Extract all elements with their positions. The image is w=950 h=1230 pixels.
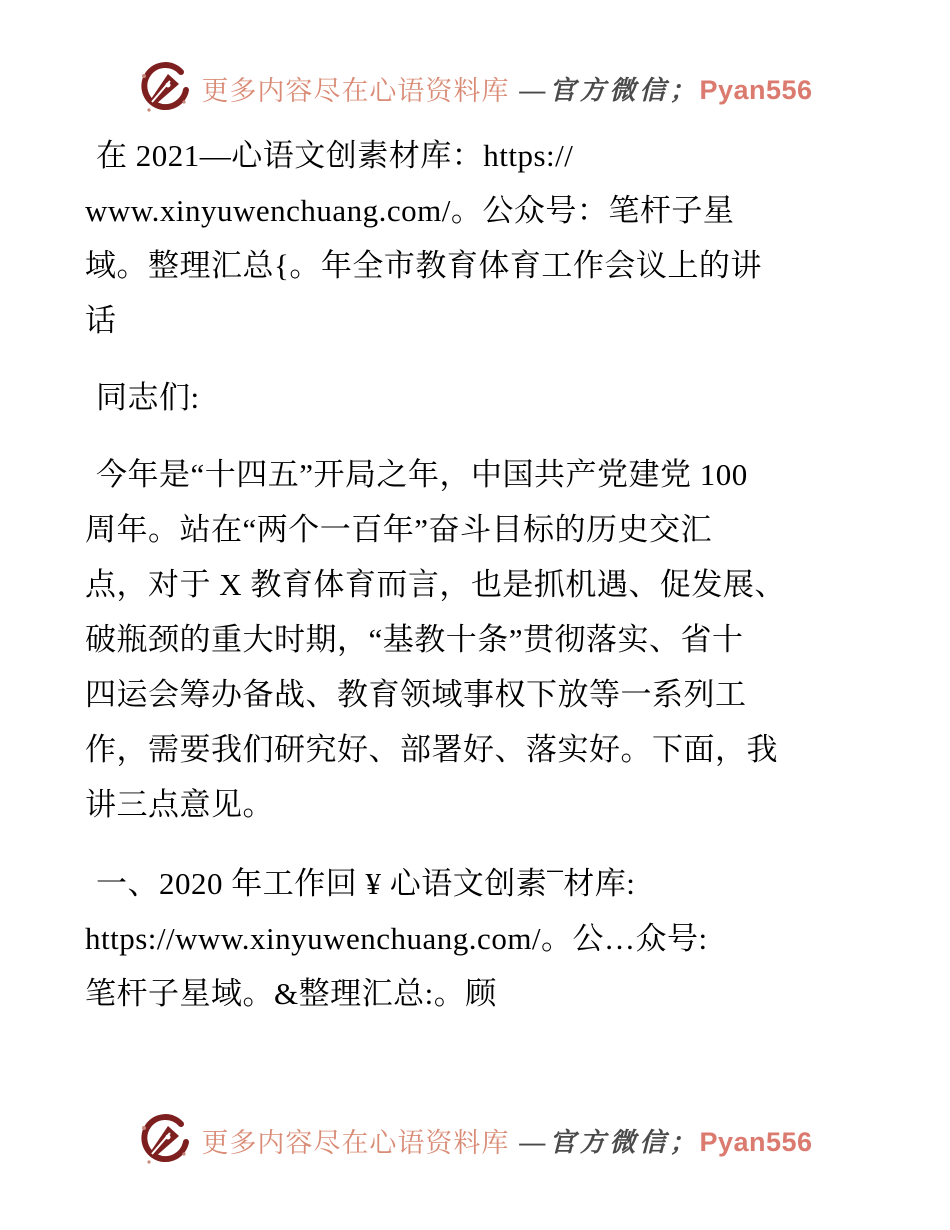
text-line: www.xinyuwenchuang.com/。公众号：笔杆子星	[85, 193, 735, 228]
header-watermark	[0, 60, 950, 116]
text-line: 讲三点意见。	[85, 787, 274, 822]
text-line: 一、2020 年工作回 ¥ 心语文创素¯材库:	[96, 866, 636, 901]
paragraph-intro	[85, 128, 865, 348]
paragraph-body	[85, 447, 865, 832]
text-line: 周年。站在“两个一百年”奋斗目标的历史交汇	[85, 512, 713, 547]
watermark-channel-label	[519, 70, 812, 107]
text-line: https://www.xinyuwenchuang.com/。公…众号:	[85, 921, 708, 956]
watermark-brand-text: 更多内容尽在心语资料库	[201, 1127, 510, 1158]
document-body	[85, 128, 865, 1043]
text-line: 作，需要我们研究好、部署好、落实好。下面，我	[85, 732, 778, 767]
text-line: 笔杆子星域。&整理汇总:。顾	[85, 976, 497, 1011]
watermark-wechat-id: Pyan556	[699, 74, 813, 105]
text-line: 同志们:	[96, 380, 200, 415]
pen-circle-logo-icon	[137, 60, 191, 116]
text-line: 破瓶颈的重大时期，“基教十条”贯彻落实、省十	[85, 622, 744, 657]
text-line: 域。整理汇总{。年全市教育体育工作会议上的讲	[85, 248, 762, 283]
text-line: 话	[85, 303, 117, 338]
footer-watermark	[0, 1112, 950, 1168]
watermark-channel-text: —官方微信；	[519, 75, 700, 105]
paragraph-salutation	[85, 370, 865, 425]
paragraph-section-heading	[85, 856, 865, 1021]
text-line: 今年是“十四五”开局之年，中国共产党建党 100	[96, 457, 748, 492]
text-line: 点，对于 X 教育体育而言，也是抓机遇、促发展、	[85, 567, 786, 602]
watermark-brand-text: 更多内容尽在心语资料库	[201, 75, 510, 106]
watermark-channel-label	[519, 1122, 812, 1159]
text-line: 四运会筹办备战、教育领域事权下放等一系列工	[85, 677, 747, 712]
watermark-wechat-id: Pyan556	[699, 1126, 813, 1157]
watermark-channel-text: —官方微信；	[519, 1127, 700, 1157]
text-line: 在 2021—心语文创素材库：https://	[96, 138, 574, 173]
pen-circle-logo-icon	[137, 1112, 191, 1168]
